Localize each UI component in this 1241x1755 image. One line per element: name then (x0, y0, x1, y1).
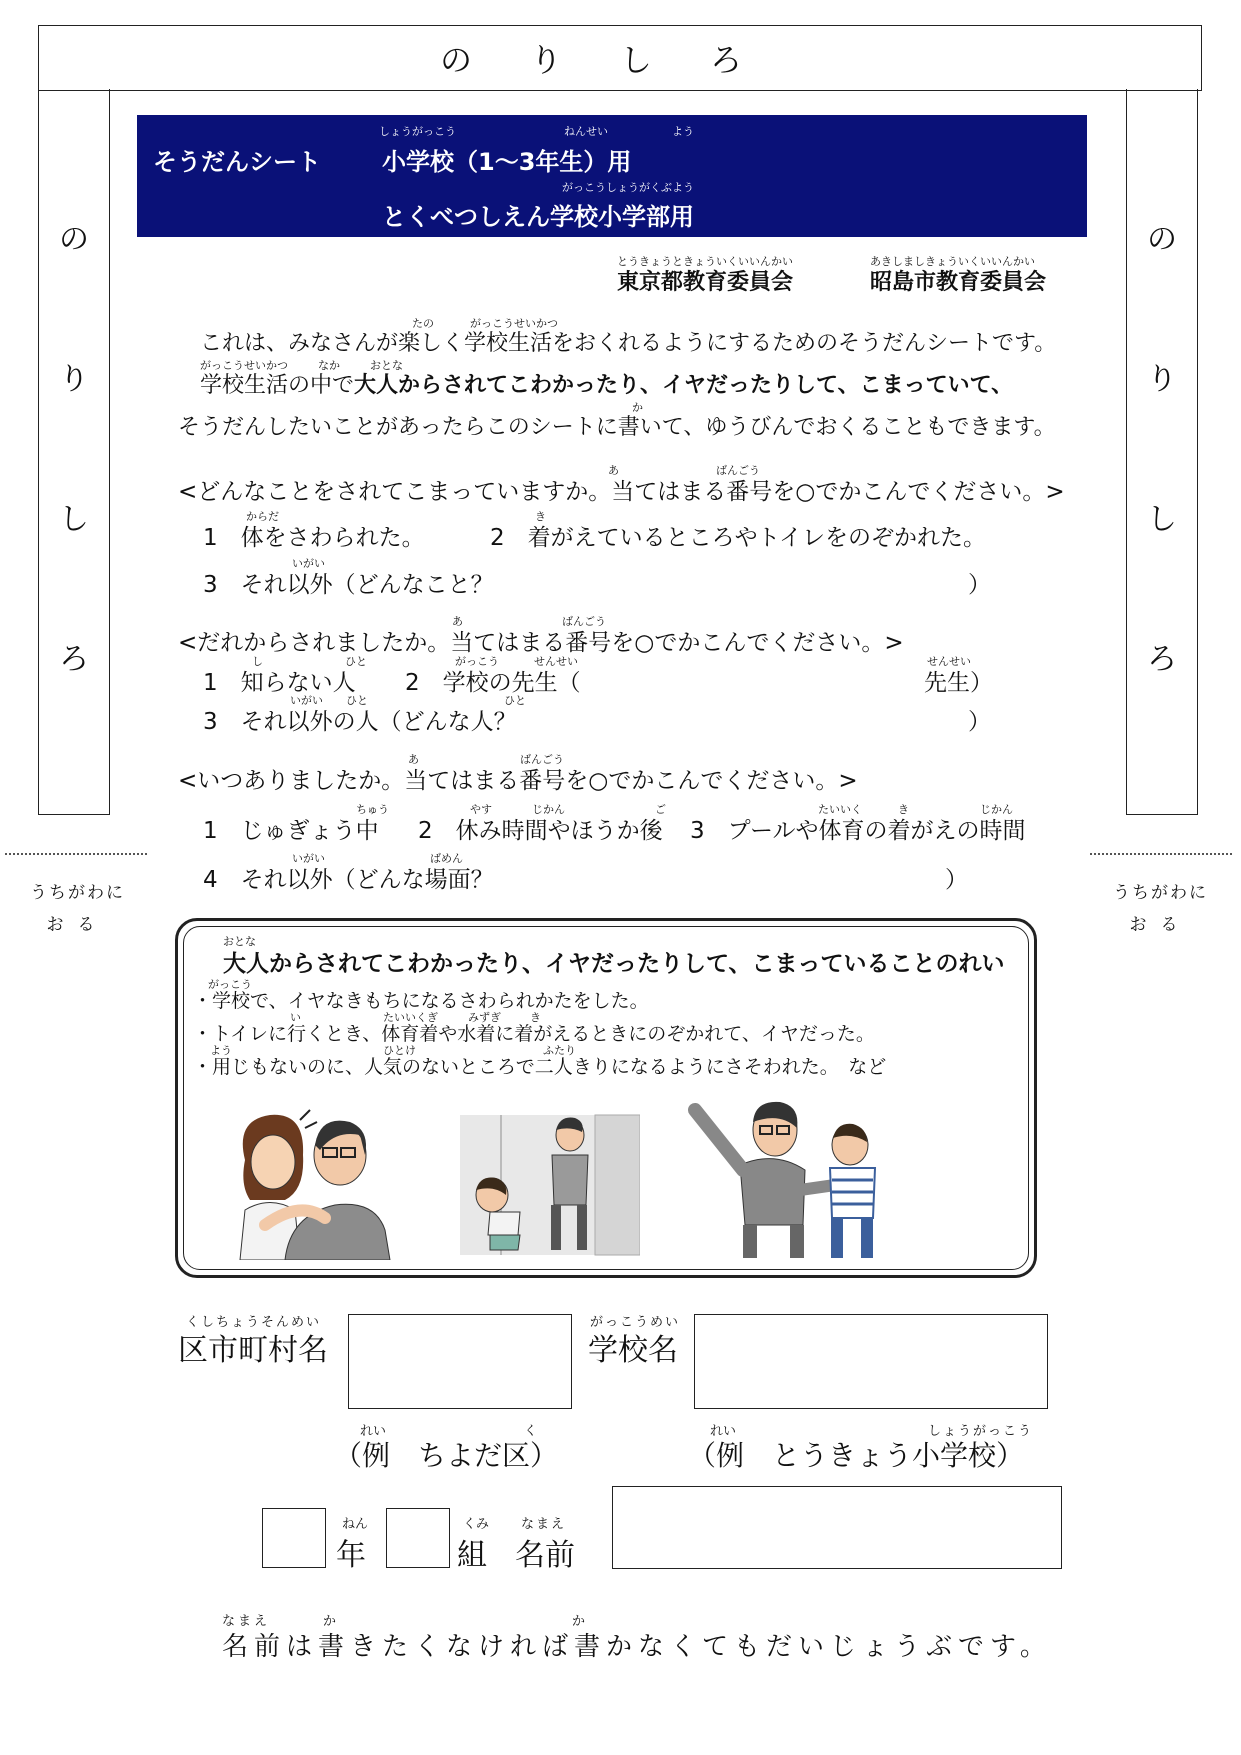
target-grades: 小学校（1～3年生）用 (382, 148, 632, 176)
ruby: がっこうせいかつ (470, 317, 558, 330)
option-who-3: 3 それ以外の人（どんな人？ (203, 709, 517, 735)
question-what: <どんなことをされてこまっていますか。当てはまる番号を○でかこんでください。> (178, 479, 1065, 505)
ruby: なまえ (222, 1614, 271, 1629)
glue-margin-right (1126, 89, 1198, 815)
intro-line-1: これは、みなさんが楽しく学校生活をおくれるようにするためのそうだんシートです。 (200, 331, 1057, 356)
ruby: ばんごう (520, 753, 564, 766)
ruby: ひと (346, 694, 368, 707)
issuer-akishima: 昭島市教育委員会 (870, 270, 1047, 295)
class-field[interactable] (386, 1508, 450, 1568)
ruby: なまえ (521, 1517, 567, 1532)
glue-char: り (1147, 362, 1177, 397)
option-what-2: 2 着がえているところやトイレをのぞかれた。 (490, 525, 987, 551)
ruby: ばんごう (716, 464, 760, 477)
municipality-field[interactable] (348, 1314, 572, 1409)
ruby: く (524, 1424, 538, 1439)
ruby: がっこう (455, 655, 499, 668)
glue-top-label: のりしろ (439, 41, 800, 79)
ruby: おとな (370, 359, 403, 372)
ruby: い (290, 1011, 301, 1024)
glue-char: の (1147, 222, 1177, 257)
question-when: <いつありましたか。当てはまる番号を○でかこんでください。> (178, 768, 858, 794)
ruby: じかん (980, 803, 1013, 816)
class-label: 組 (457, 1538, 487, 1573)
ruby: がっこう (208, 978, 252, 991)
ruby: いがい (292, 852, 325, 865)
ruby: あきしましきょういくいいんかい (870, 255, 1035, 268)
illustration-adult-pulling-child (685, 1090, 905, 1260)
ruby: しょうがっこう (379, 125, 456, 138)
ruby: ひと (345, 655, 367, 668)
ruby: たいいくぎ (383, 1011, 438, 1024)
glue-char: し (59, 502, 89, 537)
ruby: くしちょうそんめい (186, 1315, 322, 1330)
option-when-3: 3 プールや体育の着がえの時間 (690, 818, 1026, 844)
fold-text: おる (1129, 915, 1192, 935)
option-who-2: 2 学校の先生（ (405, 670, 581, 696)
ruby: あ (452, 615, 463, 628)
ruby: たいいく (818, 803, 862, 816)
issuer-tokyo: 東京都教育委員会 (617, 270, 794, 295)
intro-line-2 (200, 368, 1013, 399)
grade-field[interactable] (262, 1508, 326, 1568)
intro-line-3: そうだんしたいことがあったらこのシートに書いて、ゆうびんでおくることもできます。 (178, 415, 1056, 440)
option-when-2: 2 休み時間やほうか後 (418, 818, 663, 844)
fold-line-right (1090, 853, 1232, 855)
ruby: ご (655, 803, 666, 816)
sheet-title: そうだんシート (153, 148, 321, 176)
school-name-field[interactable] (694, 1314, 1048, 1409)
example-item: ・トイレに行くとき、体育着や水着に着がえるときにのぞかれて、イヤだった。 (193, 1023, 875, 1045)
intro-line-2-plain: 学校生活の中で (200, 373, 355, 398)
example-item: ・学校で、イヤなきもちになるさわられかたをした。 (193, 990, 649, 1012)
option-who-1: 1 知らない人 (203, 670, 356, 696)
grade-label: 年 (336, 1538, 366, 1573)
ruby: やす (470, 803, 492, 816)
ruby: か (323, 1614, 337, 1629)
ruby: なか (318, 359, 340, 372)
option-what-1: 1 体をさわられた。 (203, 525, 425, 551)
illustration-adult-touching-child (225, 1100, 405, 1260)
name-field[interactable] (612, 1486, 1062, 1569)
ruby: よう (672, 125, 694, 138)
option-when-1: 1 じゅぎょう中 (203, 818, 379, 844)
ruby: ねん (342, 1517, 369, 1532)
school-example: （例 とうきょう小学校） (688, 1439, 1025, 1472)
municipality-example: （例 ちよだ区） (334, 1439, 559, 1472)
ruby: か (632, 401, 643, 414)
ruby: いがい (290, 694, 323, 707)
ruby: おとな (223, 935, 256, 948)
header-banner (137, 115, 1087, 237)
ruby: とうきょうときょういくいいんかい (617, 255, 793, 268)
ruby: か (572, 1614, 586, 1629)
glue-char: り (59, 362, 89, 397)
glue-char: ろ (1147, 642, 1177, 677)
ruby: よう (210, 1044, 232, 1057)
glue-margin-left (38, 89, 110, 815)
ruby: せんせい (534, 655, 578, 668)
privacy-note: 名前は書きたくなければ書かなくてもだいじょうぶです。 (222, 1632, 1052, 1662)
fold-text: おる (46, 915, 109, 935)
ruby: あ (408, 753, 419, 766)
glue-char: し (1147, 502, 1177, 537)
ruby: たの (412, 317, 434, 330)
ruby: しょうがっこう (928, 1424, 1034, 1439)
fold-text: うちがわに (30, 883, 125, 903)
option-who-2-end: 先生） (924, 670, 993, 696)
ruby: ばんごう (562, 615, 606, 628)
municipality-label: 区市町村名 (178, 1333, 328, 1368)
ruby: き (530, 1011, 541, 1024)
fold-line-left (5, 853, 147, 855)
ruby: れい (710, 1424, 737, 1439)
ruby: ふたり (543, 1044, 576, 1057)
ruby: じかん (532, 803, 565, 816)
illustration-peeking-at-child (460, 1100, 640, 1260)
ruby: ねんせい (564, 125, 608, 138)
ruby: あ (608, 464, 619, 477)
school-label: 学校名 (588, 1333, 678, 1368)
option-when-4: 4 それ以外（どんな場面？ (203, 867, 494, 893)
fold-instruction-left (15, 877, 140, 941)
fold-text: うちがわに (1113, 883, 1208, 903)
ruby: いがい (292, 557, 325, 570)
ruby: ばめん (430, 852, 463, 865)
ruby: ひとけ (383, 1044, 416, 1057)
option-who-3-close: ） (968, 709, 991, 735)
ruby: がっこうしょうがくぶよう (562, 181, 694, 194)
examples-title: 大人からされてこわかったり、イヤだったりして、こまっていることのれい (223, 951, 1005, 977)
ruby: せんせい (927, 655, 971, 668)
ruby: し (252, 655, 263, 668)
ruby: からだ (246, 510, 279, 523)
option-what-3: 3 それ以外（どんなこと？ (203, 572, 494, 598)
option-when-4-close: ） (945, 867, 968, 893)
ruby: き (535, 510, 546, 523)
ruby: くみ (463, 1517, 490, 1532)
ruby: がっこうせいかつ (200, 359, 288, 372)
fold-instruction-right (1098, 877, 1223, 941)
ruby: ちゅう (356, 803, 389, 816)
target-school: とくべつしえん学校小学部用 (382, 203, 694, 231)
example-item: ・用じもないのに、人気のないところで二人きりになるようにさそわれた。 など (193, 1056, 887, 1078)
glue-char: の (59, 222, 89, 257)
ruby: き (898, 803, 909, 816)
glue-margin-top (38, 25, 1202, 91)
ruby: ひと (504, 694, 526, 707)
option-what-3-close: ） (968, 572, 991, 598)
ruby: みずぎ (468, 1011, 501, 1024)
ruby: れい (360, 1424, 387, 1439)
question-who: <だれからされましたか。当てはまる番号を○でかこんでください。> (178, 630, 904, 656)
intro-line-2-bold: 大人からされてこわかったり、イヤだったりして、こまっていて、 (354, 373, 1014, 398)
name-label: 名前 (515, 1538, 575, 1573)
glue-char: ろ (59, 642, 89, 677)
ruby: がっこうめい (590, 1315, 681, 1330)
